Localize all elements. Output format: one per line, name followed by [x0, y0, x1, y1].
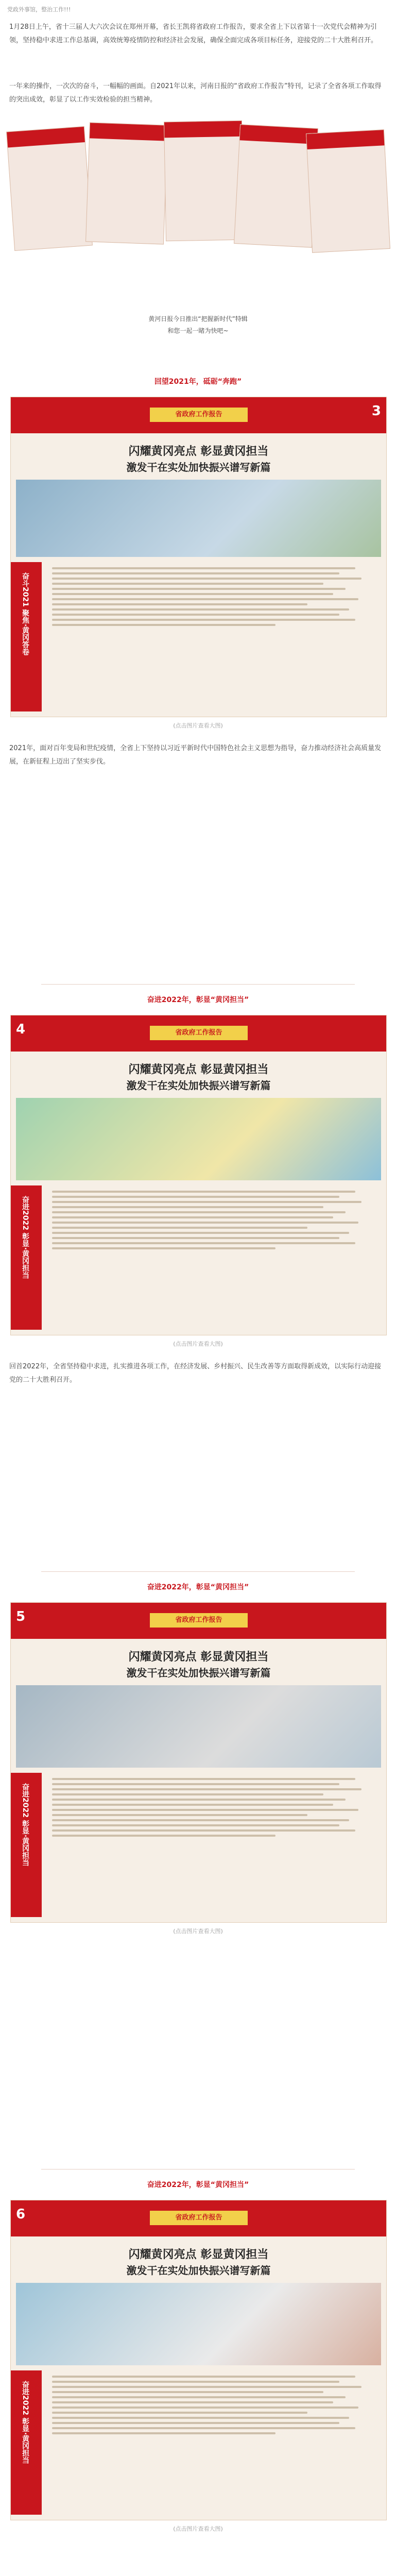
- aerial-photo: [16, 480, 381, 557]
- promo-line-1: 黄河日报今日推出“把握新时代”特辑: [148, 315, 248, 323]
- page-tag: 省政府工作报告: [150, 1613, 248, 1628]
- newspaper-page-4[interactable]: [10, 2200, 387, 2520]
- subheadline: 激发干在实处加快振兴谱写新篇: [126, 2264, 271, 2277]
- section-title-4: 奋进2022年，彰显“黄冈担当”: [147, 2181, 249, 2189]
- section-paragraph-2: 回首2022年，全省坚持稳中求进，扎实推进各项工作，在经济发展、乡村振兴、民生改善等方面取得新成效，以实际行动迎接党的二十大胜利召开。: [9, 1363, 382, 1384]
- city-photo: [16, 1685, 381, 1768]
- newspaper-page-3[interactable]: [10, 1602, 387, 1923]
- article-body: [52, 567, 371, 629]
- section-title-1: 回望2021年，砥砺“奔跑”: [154, 378, 242, 386]
- page-number: 3: [371, 403, 381, 419]
- side-banner-text: 奋进2022 彰显·黄冈担当: [21, 2381, 29, 2464]
- side-banner-text: 奋进2022 彰显·黄冈担当: [21, 1783, 29, 1867]
- divider: [41, 2169, 355, 2170]
- top-note: 党政外事馆，整治工作!!!: [7, 6, 71, 13]
- newspaper-page-1[interactable]: [10, 397, 387, 717]
- article-body: [52, 1778, 371, 1840]
- page-number: 6: [16, 2207, 26, 2222]
- promo-block: [0, 314, 396, 335]
- subheadline: 激发干在实处加快振兴谱写新篇: [126, 1079, 271, 1092]
- image-caption: (点击图片查看大图): [173, 1928, 223, 1935]
- headline: 闪耀黄冈亮点 彰显黄冈担当: [128, 2248, 269, 2261]
- image-caption: (点击图片查看大图): [173, 1341, 223, 1347]
- subheadline: 激发干在实处加快振兴谱写新篇: [126, 461, 271, 473]
- page-number: 5: [16, 1609, 26, 1624]
- image-caption: (点击图片查看大图): [173, 722, 223, 729]
- divider: [41, 1571, 355, 1572]
- side-banner-text: 奋进2022 彰显·黄冈担当: [21, 1196, 29, 1279]
- map-photo: [16, 1098, 381, 1180]
- headline: 闪耀黄冈亮点 彰显黄冈担当: [128, 1063, 269, 1076]
- newspaper-card[interactable]: [164, 121, 244, 242]
- divider: [41, 984, 355, 985]
- page-tag: 省政府工作报告: [150, 1026, 248, 1040]
- side-banner-text: 奋斗2021 聚焦·黄冈答卷: [21, 572, 29, 656]
- newspaper-card[interactable]: [85, 122, 168, 244]
- article-body: [52, 1191, 371, 1252]
- promo-line-2: 和您一起一睹为快吧~: [167, 327, 229, 334]
- intro-paragraph-text: 1月28日上午，省十三届人大六次会议在郑州开幕，省长王凯将省政府工作报告，要求全省上下以省第十一次党代会精神为引领，坚持稳中求进工作总基调，高效统筹疫情防控和经济社会发展，确保全面完成各项目标任务，迎接党的二十大胜利召开。: [9, 23, 378, 44]
- newspaper-collage[interactable]: [0, 108, 396, 263]
- newspaper-page-2[interactable]: [10, 1015, 387, 1335]
- section-paragraph-1: 2021年，面对百年变局和世纪疫情，全省上下坚持以习近平新时代中国特色社会主义思想为指导，奋力推动经济社会高质量发展，在新征程上迈出了坚实步伐。: [9, 744, 382, 766]
- intro-paragraph-2-text: 一年来的操作，一次次的奋斗，一幅幅的画面。自2021年以来，河南日报的“省政府工作报告”特刊，记录了全省各项工作取得的突出成效，彰显了以工作实效检验的担当精神。: [9, 82, 382, 104]
- section-title-3: 奋进2022年，彰显“黄冈担当”: [147, 1583, 249, 1591]
- image-caption: (点击图片查看大图): [173, 2526, 223, 2532]
- headline: 闪耀黄冈亮点 彰显黄冈担当: [128, 1651, 269, 1664]
- newspaper-card[interactable]: [306, 129, 390, 253]
- page-number: 4: [16, 1022, 26, 1037]
- intro-paragraph: [9, 21, 387, 47]
- page-tag: 省政府工作报告: [150, 408, 248, 422]
- subheadline: 激发干在实处加快振兴谱写新篇: [126, 1667, 271, 1679]
- newspaper-card[interactable]: [234, 124, 318, 248]
- headline: 闪耀黄冈亮点 彰显黄冈担当: [128, 445, 269, 458]
- page-tag: 省政府工作报告: [150, 2211, 248, 2225]
- section-title-2: 奋进2022年，彰显“黄冈担当”: [147, 996, 249, 1004]
- newspaper-card[interactable]: [6, 126, 93, 251]
- intro-paragraph-2: [9, 80, 387, 107]
- article-body: [52, 2376, 371, 2437]
- building-photo: [16, 2283, 381, 2365]
